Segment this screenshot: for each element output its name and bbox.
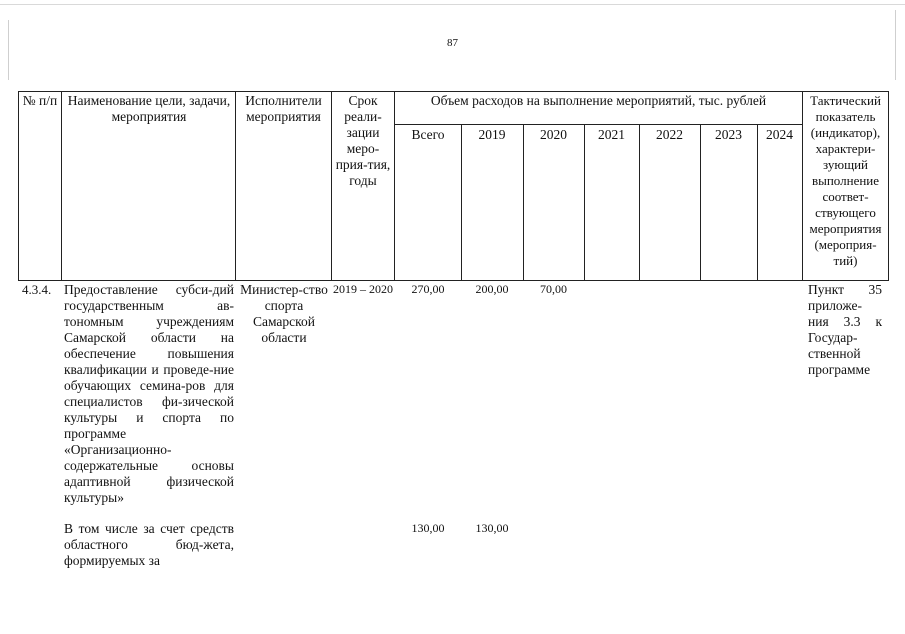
- scan-margin-line: [8, 20, 9, 80]
- row-2019: 130,00: [475, 521, 509, 535]
- header-term: Срок реали-зации меро-прия-тия, годы: [335, 93, 391, 188]
- page-number: 87: [447, 37, 458, 49]
- scan-top-rule: [0, 4, 905, 5]
- row-total: 270,00: [411, 282, 445, 296]
- header-2019: 2019: [478, 127, 506, 142]
- header-2023: 2023: [715, 127, 742, 142]
- row-2020: 70,00: [540, 282, 567, 296]
- row-indicator: Пункт 35 приложе-ния 3.3 к Государ-ственной программе: [808, 282, 882, 377]
- header-total: Всего: [411, 127, 445, 142]
- row-name: В том числе за счет средств областного бюд-жета, формируемых за: [64, 521, 234, 568]
- header-no: № п/п: [22, 93, 58, 108]
- header-executors: Исполнители мероприятия: [245, 93, 322, 124]
- header-2022: 2022: [656, 127, 683, 142]
- header-name: Наименование цели, задачи, мероприятия: [67, 93, 231, 124]
- row-2019: 200,00: [475, 282, 509, 296]
- row-name: Предоставление субси-дий государственным ав-тономным учреждениям Самарской области на обеспечение повышения квалификации и проведе-ние обучающих семина-ров для специалистов фи-зической культуры и спорта по программе «Организационно-содержательные основы адаптивной физической культуры»: [64, 282, 234, 505]
- header-2020: 2020: [540, 127, 567, 142]
- row-executor: Министер-ство спорта Самарской области: [240, 282, 328, 345]
- header-indicator: Тактический показатель (индикатор), характери-зующий выполнение соответ-ствующего мероприятия (мероприя-тий): [809, 93, 882, 268]
- row-number: 4.3.4.: [22, 282, 52, 297]
- header-expenses: Объем расходов на выполнение мероприятий, тыс. рублей: [430, 93, 767, 108]
- row-term: 2019 – 2020: [333, 282, 393, 296]
- header-2024: 2024: [766, 127, 793, 142]
- row-total: 130,00: [411, 521, 445, 535]
- header-2021: 2021: [598, 127, 625, 142]
